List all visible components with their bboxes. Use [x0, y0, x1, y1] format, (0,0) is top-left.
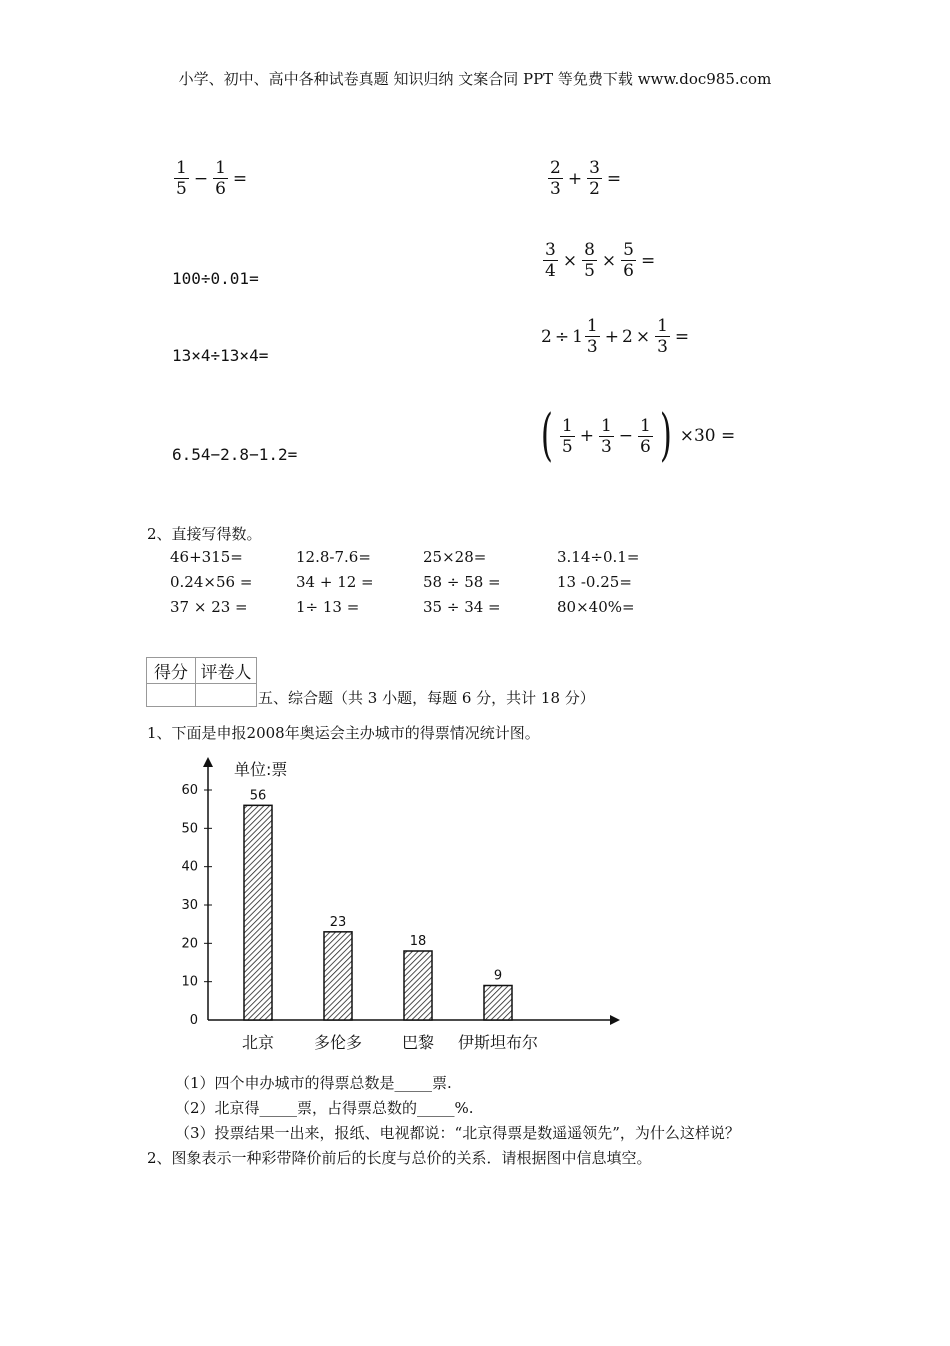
denominator: 6: [623, 261, 634, 281]
expr-left-4: 6.54−2.8−1.2=: [172, 445, 298, 464]
y-tick-label: 30: [181, 898, 198, 913]
expr-right-1: [546, 158, 624, 199]
denominator: 6: [215, 179, 226, 199]
denominator: 5: [176, 179, 187, 199]
q2-item: 1÷ 13 =: [296, 598, 360, 616]
denominator: 4: [545, 261, 556, 281]
equals-sign: =: [606, 168, 622, 189]
category-label: 巴黎: [401, 1033, 435, 1052]
numerator: 3: [545, 240, 556, 260]
numerator: 3: [589, 158, 600, 178]
q2-grid: [0, 548, 950, 628]
operator: −: [618, 426, 634, 446]
y-axis-arrow-icon: [203, 757, 213, 767]
y-tick-label: 40: [181, 859, 198, 875]
q2-item: 0.24×56 =: [170, 573, 253, 591]
unit-label: 单位:票: [234, 760, 288, 779]
equals-sign: =: [674, 326, 690, 347]
numerator: 2: [550, 158, 561, 178]
operator: ×: [601, 250, 617, 271]
q2-item: 34 + 12 =: [296, 573, 374, 591]
fraction: [560, 416, 575, 457]
operator: +: [567, 168, 583, 189]
operator: −: [193, 168, 209, 189]
x-axis-arrow-icon: [610, 1015, 620, 1025]
denominator: 3: [600, 436, 612, 457]
q2-item: 80×40%=: [557, 598, 635, 616]
numerator: 8: [584, 240, 595, 260]
q2-item: 25×28=: [423, 548, 487, 566]
numerator: 1: [215, 158, 226, 178]
vote-bar-chart: [160, 745, 640, 1060]
q2-item: 13 -0.25=: [557, 573, 632, 591]
operator: +: [604, 326, 619, 347]
fraction: [543, 240, 558, 281]
expr-left-2: 100÷0.01=: [172, 269, 259, 288]
numerator: 1: [176, 158, 187, 178]
fraction: [655, 316, 670, 357]
bar-data-label: 9: [493, 968, 503, 984]
category-label: 多伦多: [313, 1033, 363, 1052]
expression-tail: ×30 =: [679, 426, 736, 446]
q2-item: 12.8-7.6=: [296, 548, 371, 566]
score-label: 得分: [147, 658, 196, 684]
grader-cell[interactable]: [196, 684, 257, 707]
problem-1-sub-1: （1）四个申办城市的得票总数是_____票.: [175, 1074, 452, 1092]
grader-label: 评卷人: [196, 658, 257, 684]
expr-right-3: [541, 316, 692, 357]
q2-title: 2、直接写得数。: [147, 525, 262, 543]
numerator: 1: [640, 415, 651, 436]
denominator: 2: [589, 179, 600, 199]
fraction: [213, 158, 228, 199]
operator: ×: [562, 250, 578, 271]
bar: [324, 932, 352, 1020]
fraction: [587, 158, 602, 199]
right-paren: ): [659, 403, 672, 468]
left-paren: (: [540, 403, 553, 468]
whole-part: 1: [572, 326, 583, 347]
y-tick-label: 50: [181, 821, 198, 837]
fraction: [599, 416, 614, 457]
fraction: [582, 240, 597, 281]
bar-data-label: 56: [249, 788, 267, 804]
fraction: [638, 416, 653, 457]
number: 2: [541, 326, 552, 347]
numerator: 5: [623, 240, 634, 260]
category-label: 北京: [241, 1033, 275, 1052]
y-tick-label: 20: [181, 936, 198, 952]
score-cell[interactable]: [147, 684, 196, 707]
category-label: 伊斯坦布尔: [457, 1033, 539, 1052]
fraction: [174, 158, 189, 199]
y-tick-label: 0: [189, 1013, 198, 1028]
problem-1-title: 1、下面是申报2008年奥运会主办城市的得票情况统计图。: [147, 724, 540, 742]
operator: ÷: [554, 326, 570, 347]
expr-right-4: [536, 403, 738, 468]
fraction: [548, 158, 563, 199]
fraction: [621, 240, 636, 281]
q2-item: 37 × 23 =: [170, 598, 248, 616]
denominator: 3: [550, 179, 561, 199]
bar: [484, 986, 512, 1021]
bar: [244, 805, 272, 1020]
numerator: 1: [657, 316, 668, 336]
bar-data-label: 23: [329, 914, 347, 930]
expr-right-2: [541, 240, 658, 281]
denominator: 5: [584, 261, 595, 281]
problem-2-title: 2、图象表示一种彩带降价前后的长度与总价的关系．请根据图中信息填空。: [147, 1149, 652, 1167]
q2-item: 58 ÷ 58 =: [423, 573, 501, 591]
y-tick-label: 60: [181, 783, 198, 798]
y-tick-label: 10: [181, 974, 198, 990]
score-table: [146, 657, 257, 707]
q2-item: 46+315=: [170, 548, 243, 566]
expr-left-3: 13×4÷13×4=: [172, 346, 269, 365]
operator: ×: [635, 326, 651, 347]
equals-sign: =: [640, 250, 656, 271]
denominator: 3: [586, 337, 598, 357]
equals-sign: =: [232, 168, 248, 189]
q2-item: 3.14÷0.1=: [557, 548, 640, 566]
denominator: 3: [657, 337, 668, 357]
fraction: [585, 316, 600, 357]
page-header: 小学、初中、高中各种试卷真题 知识归纳 文案合同 PPT 等免费下载 www.doc985.com: [178, 70, 772, 88]
numerator: 1: [586, 316, 598, 336]
problem-1-sub-3: （3）投票结果一出来，报纸、电视都说：“北京得票是数遥遥领先”，为什么这样说？: [175, 1124, 740, 1142]
denominator: 6: [640, 436, 651, 457]
numerator: 1: [561, 415, 573, 436]
bar-data-label: 18: [409, 934, 427, 949]
expr-left-1: [172, 158, 250, 199]
mixed-number: [572, 316, 602, 357]
q2-item: 35 ÷ 34 =: [423, 598, 501, 616]
number: 2: [621, 326, 633, 347]
numerator: 1: [600, 415, 612, 436]
operator: +: [579, 426, 594, 446]
problem-1-sub-2: （2）北京得_____票，占得票总数的_____%.: [175, 1099, 474, 1117]
section-5-title: 五、综合题（共 3 小题，每题 6 分，共计 18 分）: [258, 689, 595, 707]
bar: [404, 951, 432, 1020]
denominator: 5: [561, 436, 573, 457]
